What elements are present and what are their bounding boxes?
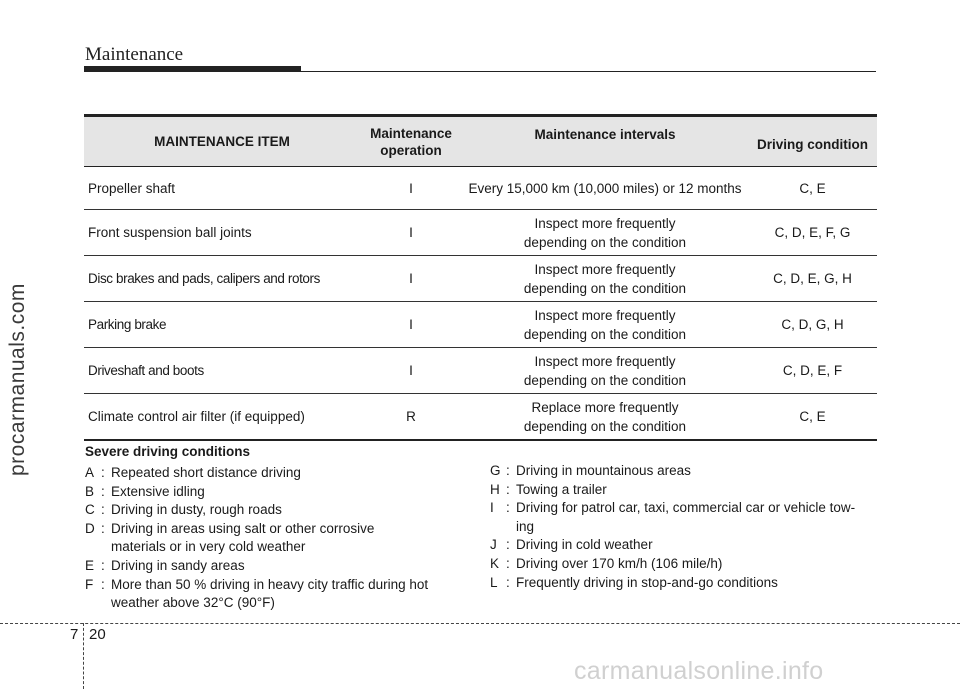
header-rule xyxy=(301,71,876,72)
row-interval: Every 15,000 km (10,000 miles) or 12 months xyxy=(462,167,748,210)
header-maintenance-item: MAINTENANCE ITEM xyxy=(84,116,360,167)
condition-item: F : More than 50 % driving in heavy city traffic during hot weather above 32°C (90°F) xyxy=(85,576,465,613)
condition-item: J : Driving in cold weather xyxy=(490,536,880,555)
conditions-list-left xyxy=(85,464,465,613)
row-interval-line1: Inspect more frequently xyxy=(534,215,676,231)
condition-text: Towing a trailer xyxy=(516,481,607,497)
condition-item: A : Repeated short distance driving xyxy=(85,464,465,483)
condition-letter: K xyxy=(490,555,500,571)
condition-item: K : Driving over 170 km/h (106 mile/h) xyxy=(490,555,880,574)
header-maintenance-operation xyxy=(360,116,462,167)
row-interval xyxy=(462,256,748,302)
table-header-row xyxy=(84,116,877,167)
condition-letter: F xyxy=(85,576,94,592)
row-interval-line1: Inspect more frequently xyxy=(534,353,676,369)
row-interval-line2: depending on the condition xyxy=(523,326,687,342)
table-row xyxy=(84,167,877,210)
condition-text xyxy=(111,520,465,557)
header-operation-line1: Maintenance xyxy=(370,125,452,141)
table-row xyxy=(84,302,877,348)
condition-text-line2: ing xyxy=(516,518,535,534)
row-item: Driveshaft and boots xyxy=(84,348,360,394)
row-interval-line2: depending on the condition xyxy=(523,280,687,296)
condition-text-line2: materials or in very cold weather xyxy=(111,539,306,555)
condition-text: Driving in dusty, rough roads xyxy=(111,502,282,518)
row-interval-line2: depending on the condition xyxy=(523,418,687,434)
header-maintenance-intervals: Maintenance intervals xyxy=(462,116,748,167)
row-condition: C, D, E, F xyxy=(748,348,877,394)
condition-letter: A xyxy=(85,465,95,480)
row-item: Parking brake xyxy=(84,302,360,348)
row-operation: R xyxy=(360,394,462,441)
row-interval xyxy=(462,302,748,348)
header-operation-line2: operation xyxy=(380,142,442,158)
row-interval-line1: Replace more frequently xyxy=(531,399,679,415)
row-item: Climate control air filter (if equipped) xyxy=(84,394,360,441)
condition-text: Driving in mountainous areas xyxy=(516,463,691,478)
row-condition: C, D, E, G, H xyxy=(748,256,877,302)
row-item: Disc brakes and pads, calipers and rotors xyxy=(84,256,360,302)
row-condition: C, D, E, F, G xyxy=(748,210,877,256)
condition-letter: E xyxy=(85,557,95,573)
table-row xyxy=(84,256,877,302)
condition-text: Repeated short distance driving xyxy=(111,465,301,480)
row-operation: I xyxy=(360,302,462,348)
condition-item: D : Driving in areas using salt or other corrosive materials or in very cold weather xyxy=(85,520,465,557)
bottom-watermark: carmanualsonline.info xyxy=(574,657,824,685)
footer-vertical-divider xyxy=(83,623,84,689)
severe-conditions-title: Severe driving conditions xyxy=(85,444,251,459)
maintenance-table xyxy=(84,114,877,441)
condition-text-line1: Driving in areas using salt or other corrosive xyxy=(111,520,375,536)
condition-text-line2: weather above 32°C (90°F) xyxy=(111,595,275,611)
condition-text: Extensive idling xyxy=(111,483,205,499)
condition-text-line1: More than 50 % driving in heavy city traffic during hot xyxy=(111,576,429,592)
condition-text: Frequently driving in stop-and-go conditions xyxy=(516,574,778,590)
table-row xyxy=(84,348,877,394)
row-interval-line2: depending on the condition xyxy=(523,372,687,388)
conditions-list-right xyxy=(490,462,880,592)
row-operation: I xyxy=(360,167,462,210)
footer-divider xyxy=(0,623,960,624)
row-operation: I xyxy=(360,210,462,256)
condition-letter: G xyxy=(490,463,501,478)
table-row xyxy=(84,210,877,256)
row-interval-line1: Inspect more frequently xyxy=(534,307,676,323)
condition-item: I : Driving for patrol car, taxi, commercial car or vehicle tow- ing xyxy=(490,499,880,536)
condition-item: G : Driving in mountainous areas xyxy=(490,462,880,481)
condition-letter: I xyxy=(490,500,494,516)
condition-item: E : Driving in sandy areas xyxy=(85,557,465,576)
row-operation: I xyxy=(360,348,462,394)
condition-text xyxy=(516,499,880,536)
table-row xyxy=(84,394,877,441)
condition-text: Driving over 170 km/h (106 mile/h) xyxy=(516,555,723,571)
condition-text: Driving in cold weather xyxy=(516,537,653,553)
page-number: 20 xyxy=(89,626,106,643)
row-condition: C, E xyxy=(748,167,877,210)
header-bar xyxy=(84,66,301,72)
condition-text xyxy=(111,576,465,613)
row-condition: C, E xyxy=(748,394,877,441)
side-watermark: procarmanuals.com xyxy=(6,283,29,476)
row-interval-line1: Inspect more frequently xyxy=(534,261,676,277)
page-header-title: Maintenance xyxy=(85,44,184,65)
row-operation: I xyxy=(360,256,462,302)
row-interval xyxy=(462,394,748,441)
condition-letter: H xyxy=(490,481,500,497)
row-interval xyxy=(462,348,748,394)
condition-text: Driving in sandy areas xyxy=(111,557,245,573)
condition-letter: C xyxy=(85,502,95,518)
condition-item: L : Frequently driving in stop-and-go conditions xyxy=(490,574,880,593)
header-driving-condition: Driving condition xyxy=(748,116,877,167)
condition-letter: D xyxy=(85,520,95,536)
condition-text-line1: Driving for patrol car, taxi, commercial car or vehicle tow- xyxy=(516,500,856,516)
row-item: Front suspension ball joints xyxy=(84,210,360,256)
condition-item: C : Driving in dusty, rough roads xyxy=(85,501,465,520)
row-item: Propeller shaft xyxy=(84,167,360,210)
row-condition: C, D, G, H xyxy=(748,302,877,348)
condition-letter: J xyxy=(490,537,497,553)
condition-item: H : Towing a trailer xyxy=(490,481,880,500)
row-interval xyxy=(462,210,748,256)
condition-item: B : Extensive idling xyxy=(85,483,465,502)
row-interval-line2: depending on the condition xyxy=(523,234,687,250)
chapter-number: 7 xyxy=(70,626,79,643)
condition-letter: B xyxy=(85,483,95,499)
condition-letter: L xyxy=(490,574,498,590)
